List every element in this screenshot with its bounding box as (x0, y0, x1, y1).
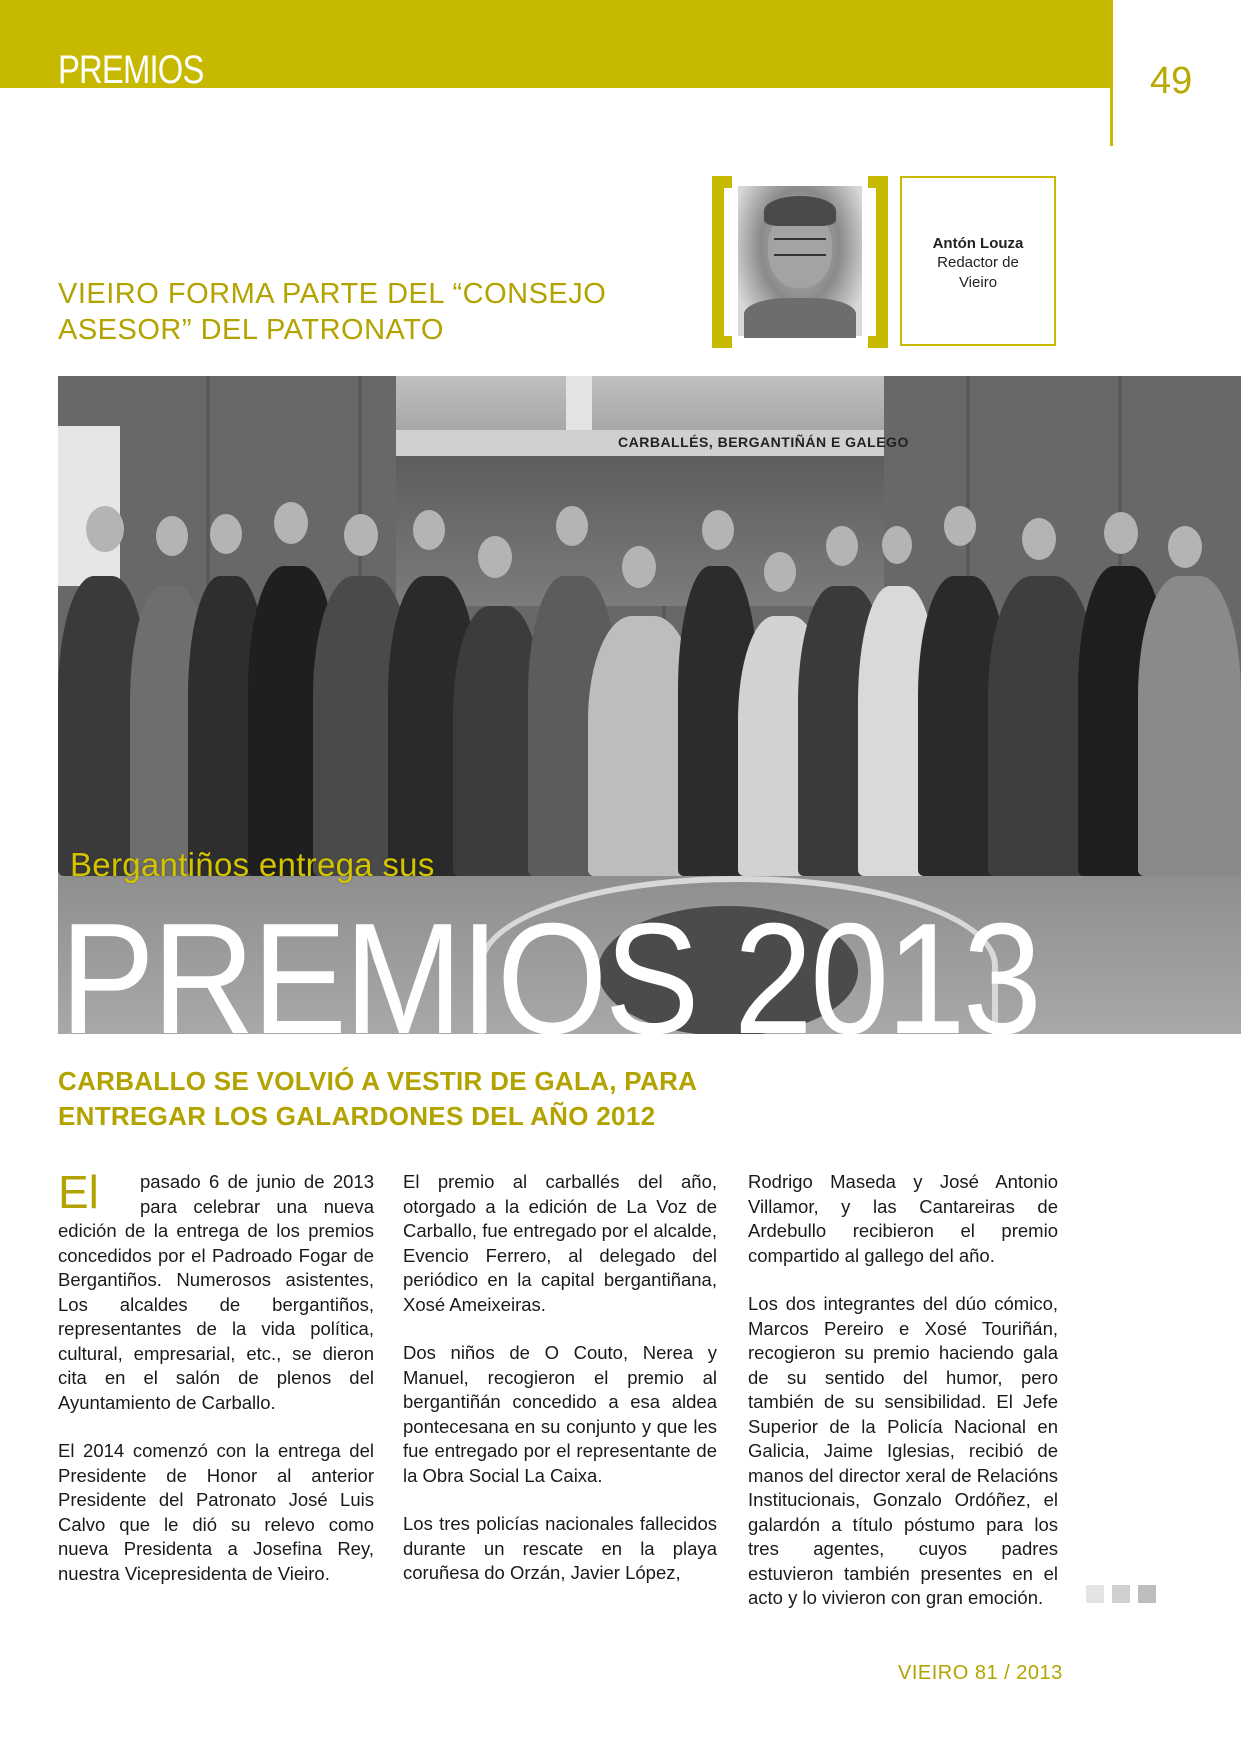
kicker-line-1: VIEIRO FORMA PARTE DEL “CONSEJO (58, 278, 607, 310)
section-title: PREMIOS (58, 48, 204, 92)
end-square (1086, 1585, 1104, 1603)
deck (58, 1064, 778, 1134)
end-square (1112, 1585, 1130, 1603)
article-column-3 (748, 1170, 1058, 1635)
author-photo-frame (712, 176, 888, 348)
paragraph: El 2014 comenzó con la entrega del Presidente de Honor al anterior Presidente del Patronato José Luis Calvo que le dió su relevo como nueva Presidenta a Josefina Rey, nuestra Vicepresidenta de Vieiro. (58, 1440, 374, 1584)
paragraph: Los tres policías nacionales fallecidos durante un rescate en la playa coruñesa do Orzán, Javier López, (403, 1513, 717, 1583)
drop-cap: El (58, 1166, 99, 1218)
author-role-line-1: Redactor de (937, 254, 1019, 271)
page-number: 49 (1150, 60, 1193, 102)
article-column-2 (403, 1170, 717, 1610)
author-box (900, 176, 1056, 346)
end-mark (1086, 1585, 1162, 1605)
right-bracket (868, 176, 888, 348)
paragraph: Los dos integrantes del dúo cómico, Marcos Pereiro e Xosé Touriñán, recogieron su premio haciendo gala de su sentido del humor, pero también de su sensibilidad. El Jefe Superior de la Policía Nacional en Galicia, Jaime Iglesias, recibió de manos del director xeral de Relacións Institucionais, Gonzalo Ordóñez, el galardón a título póstumo para los tres agentes, cuyos padres estuvieron también presentes en el acto y lo vivieron con gran emoción. (748, 1293, 1058, 1608)
paragraph: El premio al carballés del año, otorgado a la edición de La Voz de Carballo, fue entregado por el alcalde, Evencio Ferrero, al delegado del periódico en la capital bergantiñana, Xosé Ameixeiras. (403, 1171, 717, 1315)
photo-banner-text: CARBALLÉS, BERGANTIÑÁN E GALEGO (618, 434, 909, 450)
deck-line-2: ENTREGAR LOS GALARDONES DEL AÑO 2012 (58, 1101, 656, 1131)
author-name: Antón Louza (932, 235, 1024, 252)
paragraph: Dos niños de O Couto, Nerea y Manuel, recogieron el premio al bergantiñán concedido a esa aldea pontecesana en su conjunto y que les fue entregado por el representante de la Obra Social La Caixa. (403, 1342, 717, 1486)
author-photo (738, 186, 862, 336)
page-rule (1110, 0, 1113, 146)
deck-line-1: CARBALLO SE VOLVIÓ A VESTIR DE GALA, PARA (58, 1066, 698, 1096)
photo-subtitle: Bergantiños entrega sus (70, 846, 435, 883)
footer-issue: VIEIRO 81 / 2013 (898, 1662, 1063, 1684)
main-title: PREMIOS 2013 (60, 891, 1040, 1067)
crowd (58, 496, 1241, 876)
kicker (58, 276, 618, 348)
article-column-1 (58, 1166, 374, 1610)
paragraph: pasado 6 de junio de 2013 para celebrar una nueva edición de la entrega de los premios concedidos por el Padroado Fogar de Bergantiños. Numerosos asistentes, Los alcaldes de bergantiños, representantes de la vida política, cultural, empresarial, etc., se dieron cita en el salón de plenos del Ayuntamiento de Carballo. (58, 1171, 374, 1413)
end-square (1138, 1585, 1156, 1603)
author-role-line-2: Vieiro (958, 274, 998, 291)
kicker-line-2: ASESOR” DEL PATRONATO (58, 314, 444, 346)
left-bracket (712, 176, 732, 348)
paragraph: Rodrigo Maseda y José Antonio Villamor, y las Cantareiras de Ardebullo recibieron el premio compartido al gallego del año. (748, 1171, 1058, 1266)
